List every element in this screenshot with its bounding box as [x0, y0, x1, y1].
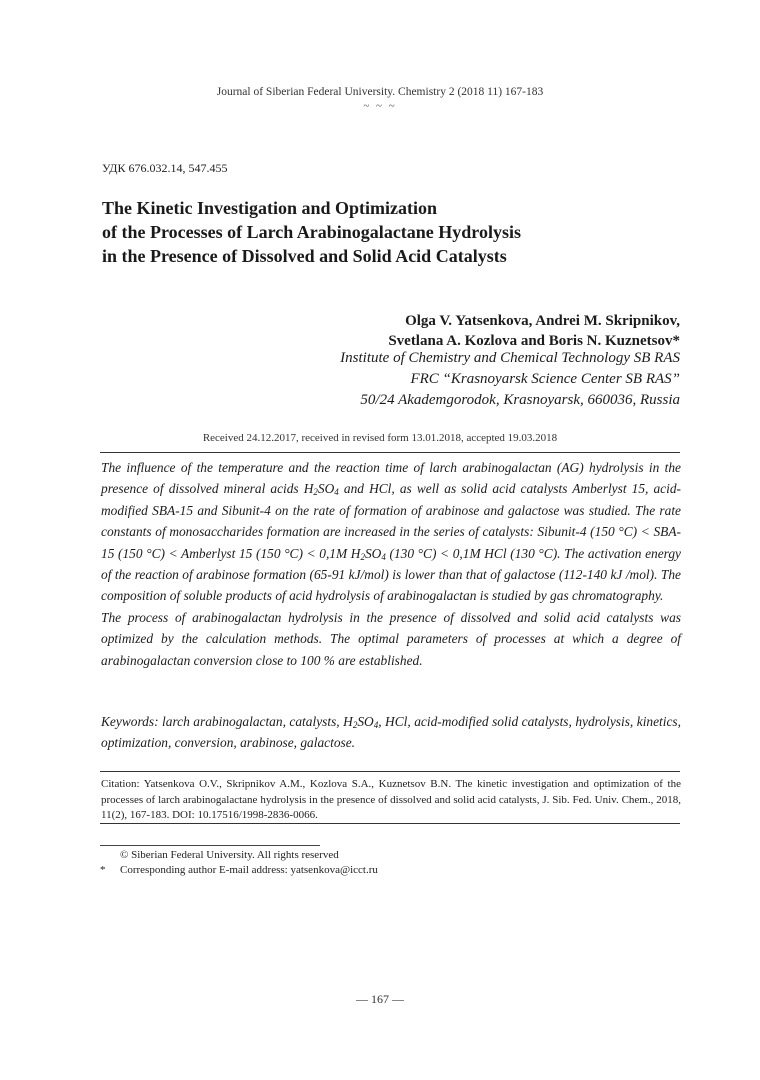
- divider: [100, 771, 680, 772]
- footnote-copyright: © Siberian Federal University. All rights reserved: [120, 849, 339, 861]
- divider: [100, 823, 680, 824]
- authors: [388, 311, 680, 351]
- page-number: — 167 —: [356, 992, 404, 1006]
- paper-title: [102, 196, 662, 268]
- abstract-paragraph: The process of arabinogalactan hydrolysis in the presence of dissolved and solid acid catalysts was optimized by the calculation methods. The optimal parameters of processes at which a degree of arabinogalactan conversion close to 100 % are established.: [101, 609, 681, 668]
- abstract: [101, 457, 681, 671]
- affiliation-line: 50/24 Akademgorodok, Krasnoyarsk, 660036, Russia: [360, 392, 680, 408]
- affiliation-line: FRC “Krasnoyarsk Science Center SB RAS”: [410, 371, 680, 387]
- title-line: in the Presence of Dissolved and Solid Acid Catalysts: [102, 246, 507, 266]
- affiliation-line: Institute of Chemistry and Chemical Technology SB RAS: [340, 350, 680, 366]
- authors-line: Svetlana A. Kozlova and Boris N. Kuznetsov*: [388, 333, 680, 349]
- divider: [100, 452, 680, 453]
- citation: Citation: Yatsenkova O.V., Skripnikov A.M., Kozlova S.A., Kuznetsov B.N. The kinetic investigation and optimization of the processes of larch arabinogalactane hydrolysis in the presence of dissolved and solid acid catalysts, J. Sib. Fed. Univ. Chem., 2018, 11(2), 167-183. DOI: 10.17516/1998-2836-0066.: [101, 778, 681, 821]
- journal-header: Journal of Siberian Federal University. Chemistry 2 (2018 11) 167-183: [216, 86, 544, 98]
- abstract-paragraph: The influence of the temperature and the reaction time of larch arabinogalactan (AG) hydrolysis in the presence of dissolved mineral acids $H_2SO_4$ and HCl, as well as solid acid catalysts Amberlyst 15, acid-modified SBA-15 and Sibunit-4 on the rate of formation of arabinose and galactose was studied. The rate constants of monosaccharides formation are increased in the series of catalysts: Sibunit-4 (150 °C) < SBA-15 (150 °C) < Amberlyst 15 (150 °C) < 0,1M $H_2SO_4$ (130 °C) < 0,1M HCl (130 °C). The activation energy of the reaction of arabinose formation (65-91 kJ/mol) is lower than that of galactose (112-140 kJ /mol). The composition of soluble products of acid hydrolysis of arabinogalactan is studied by gas chromatography.: [101, 460, 682, 604]
- header-ornament: ~ ~ ~: [363, 100, 397, 112]
- footnote-rule: [100, 845, 320, 846]
- keywords: Keywords: larch arabinogalactan, catalysts, $H_2SO_4$, HCl, acid-modified solid catalysts, hydrolysis, kinetics, optimization, conversion, arabinose, galactose.: [101, 714, 681, 751]
- title-line: The Kinetic Investigation and Optimization: [102, 198, 438, 218]
- udk-code: УДК 676.032.14, 547.455: [102, 161, 228, 175]
- footnote-corresponding: * Corresponding author E-mail address: yatsenkova@icct.ru: [100, 864, 378, 876]
- affiliation: [340, 348, 680, 411]
- title-line: of the Processes of Larch Arabinogalactane Hydrolysis: [102, 222, 521, 242]
- received-dates: Received 24.12.2017, received in revised form 13.01.2018, accepted 19.03.2018: [202, 432, 558, 444]
- authors-line: Olga V. Yatsenkova, Andrei M. Skripnikov,: [405, 313, 680, 329]
